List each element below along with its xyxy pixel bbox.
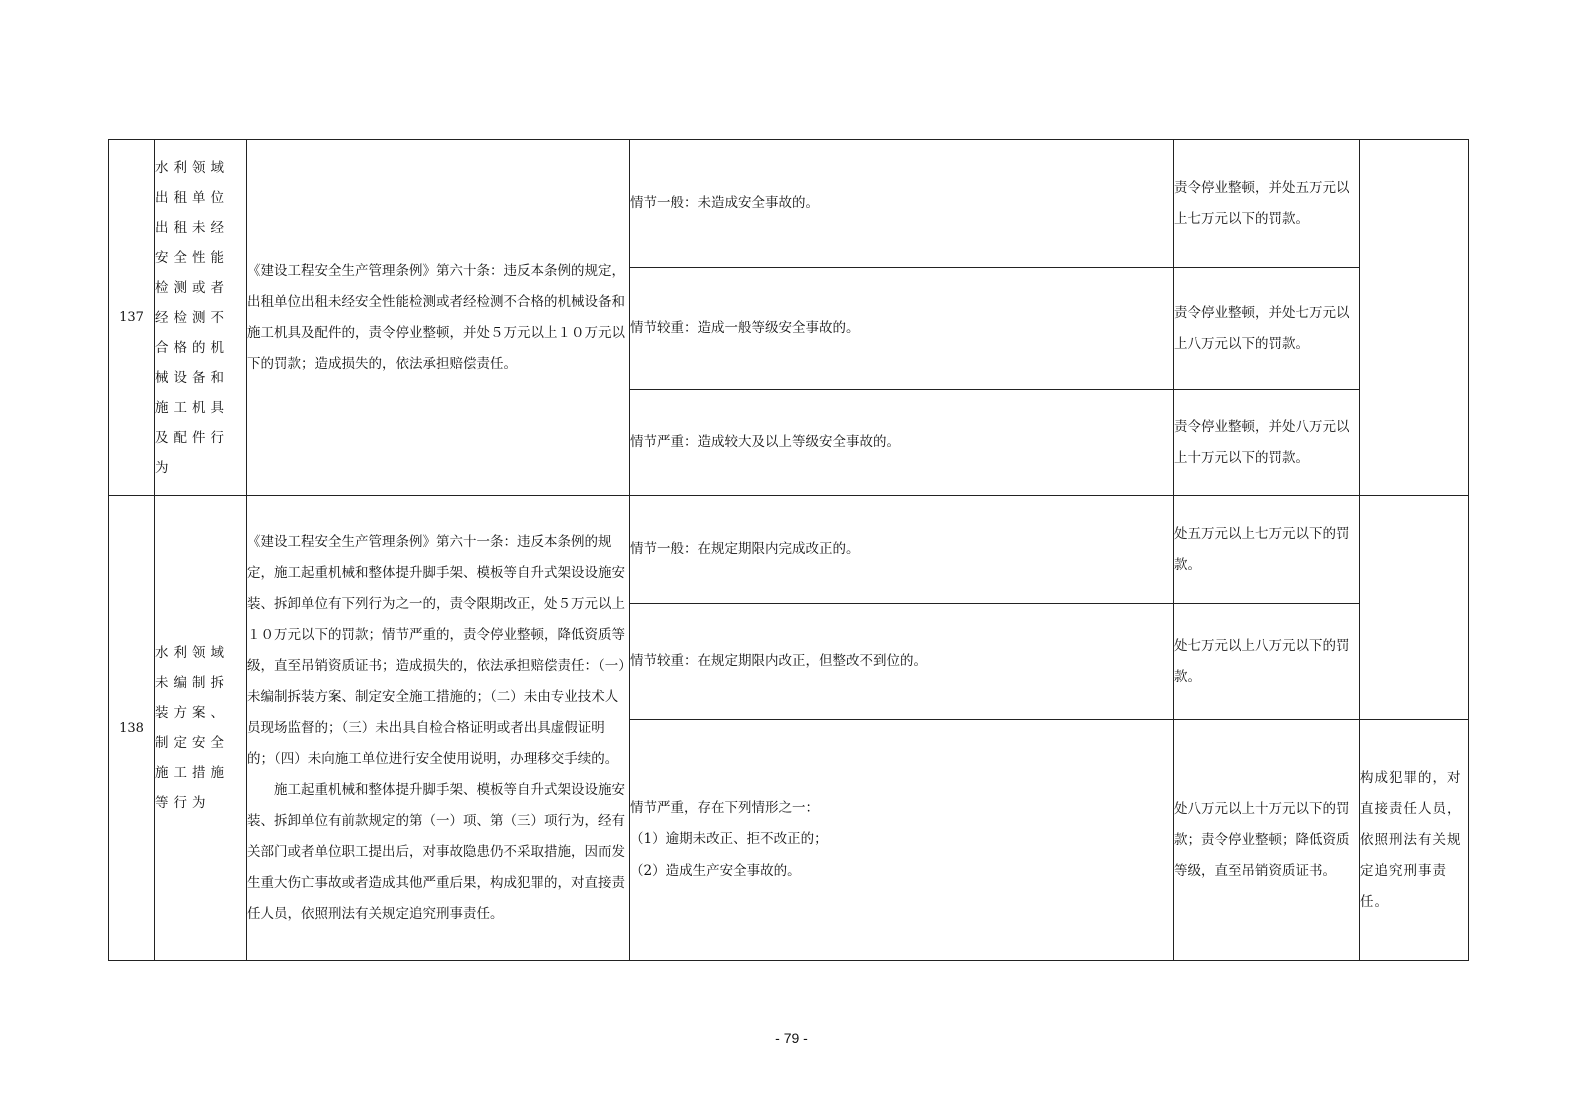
remark-cell (1360, 140, 1469, 496)
legal-basis (247, 140, 630, 496)
situation-cell: 情节一般：未造成安全事故的。 (630, 140, 1174, 268)
remark-cell: 构成犯罪的，对直接责任人员，依照刑法有关规定追究刑事责任。 (1360, 720, 1469, 961)
penalty-cell: 责令停业整顿，并处五万元以上七万元以下的罚款。 (1174, 140, 1360, 268)
legal-basis-text: 《建设工程安全生产管理条例》第六十一条：违反本条例的规定，施工起重机械和整体提升脚手架、模板等自升式架设设施安装、拆卸单位有下列行为之一的，责令限期改正，处５万元以上１０万元以下的罚款；情节严重的，责令停业整顿，降低资质等级，直至吊销资质证书；造成损失的，依法承担赔偿责任：（一）未编制拆装方案、制定安全施工措施的；（二）未由专业技术人员现场监督的；（三）未出具自检合格证明或者出具虚假证明的；（四）未向施工单位进行安全使用说明，办理移交手续的。 (247, 533, 625, 767)
legal-basis-text: 《建设工程安全生产管理条例》第六十条：违反本条例的规定，出租单位出租未经安全性能检测或者经检测不合格的机械设备和施工机具及配件的，责令停业整顿，并处５万元以上１０万元以下的罚款；造成损失的，依法承担赔偿责任。 (247, 262, 625, 372)
legal-basis-paragraph: 施工起重机械和整体提升脚手架、模板等自升式架设设施安装、拆卸单位有前款规定的第（一）项、第（三）项行为，经有关部门或者单位职工提出后，对事故隐患仍不采取措施，因而发生重大伤亡事故或者造成其他严重后果，构成犯罪的，对直接责任人员，依照刑法有关规定追究刑事责任。 (247, 781, 625, 922)
situation-cell: 情节一般：在规定期限内完成改正的。 (630, 496, 1174, 604)
penalty-cell: 处五万元以上七万元以下的罚款。 (1174, 496, 1360, 604)
penalty-cell: 处八万元以上十万元以下的罚款；责令停业整顿；降低资质等级，直至吊销资质证书。 (1174, 720, 1360, 961)
situation-cell: 情节严重，存在下列情形之一： （1）逾期未改正、拒不改正的； （2）造成生产安全事故的。 (630, 720, 1174, 961)
legal-basis (247, 496, 630, 961)
item-number: 137 (109, 140, 155, 496)
item-number: 138 (109, 496, 155, 961)
penalty-cell: 责令停业整顿，并处七万元以上八万元以下的罚款。 (1174, 268, 1360, 390)
situation-cell: 情节较重：造成一般等级安全事故的。 (630, 268, 1174, 390)
penalty-standards-table (108, 139, 1469, 961)
table-row (109, 140, 1469, 268)
penalty-cell: 处七万元以上八万元以下的罚款。 (1174, 604, 1360, 720)
violation-title: 水利领域未编制拆装方案、制定安全施工措施等行为 (155, 496, 247, 961)
penalty-cell: 责令停业整顿，并处八万元以上十万元以下的罚款。 (1174, 390, 1360, 496)
situation-cell: 情节较重：在规定期限内改正，但整改不到位的。 (630, 604, 1174, 720)
page-number: - 79 - (775, 1030, 808, 1046)
remark-cell-empty (1360, 496, 1469, 720)
situation-cell: 情节严重：造成较大及以上等级安全事故的。 (630, 390, 1174, 496)
table-row (109, 496, 1469, 604)
violation-title: 水利领域出租单位出租未经安全性能检测或者经检测不合格的机械设备和施工机具及配件行为 (155, 140, 247, 496)
